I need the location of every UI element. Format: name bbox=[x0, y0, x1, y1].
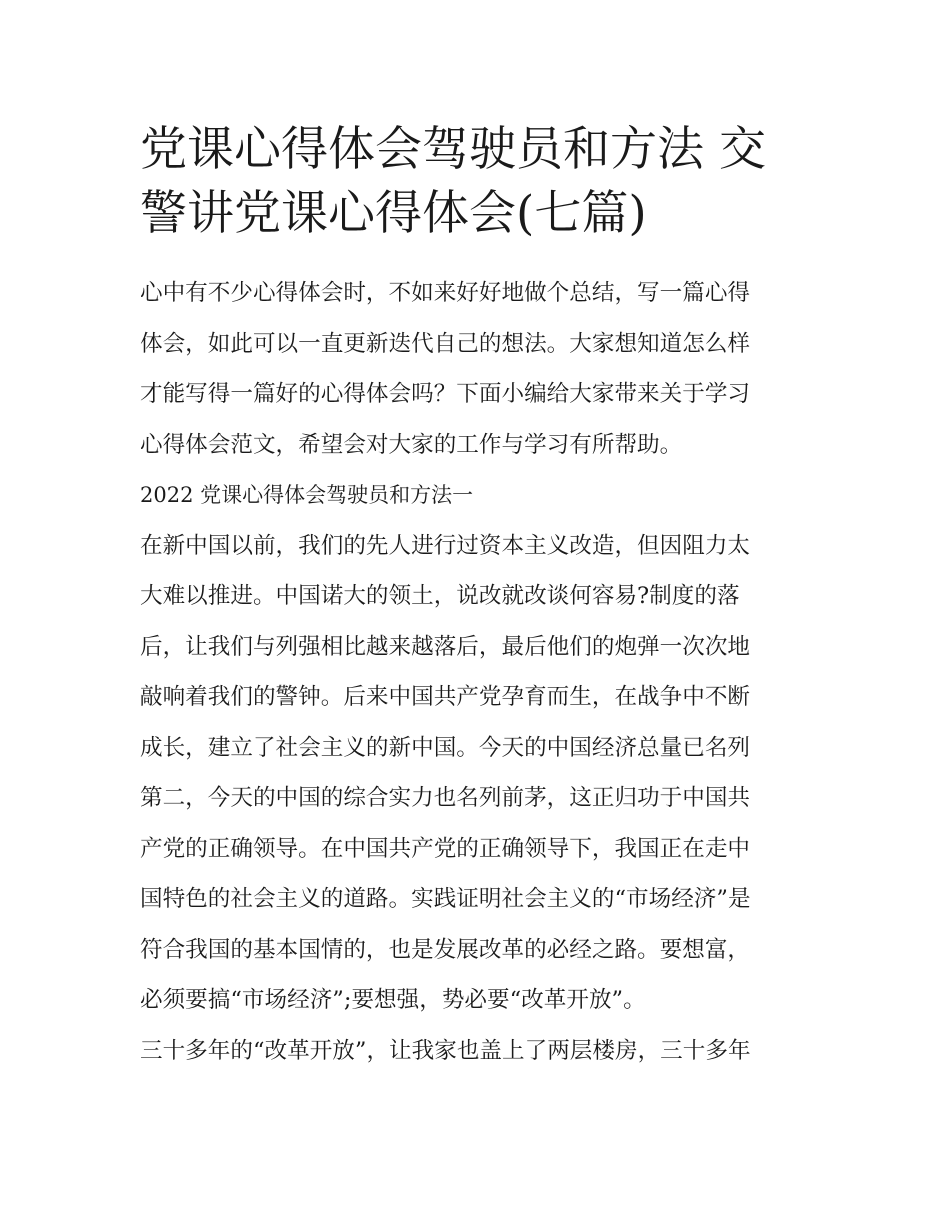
intro-line-4: 心得体会范文，希望会对大家的工作与学习有所帮助。 bbox=[140, 431, 683, 458]
paragraph-line-5: 成长，建立了社会主义的新中国。今天的中国经济总量已名列 bbox=[140, 734, 751, 761]
paragraph-line-4: 敲响着我们的警钟。后来中国共产党孕育而生，在战争中不断 bbox=[140, 684, 751, 710]
paragraph-line-8: 国特色的社会主义的道路。实践证明社会主义的“市场经济”是 bbox=[140, 886, 751, 912]
paragraph-line-3: 后，让我们与列强相比越来越落后，最后他们的炮弹一次次地 bbox=[140, 633, 751, 660]
intro-line-3: 才能写得一篇好的心得体会吗？下面小编给大家带来关于学习 bbox=[140, 381, 751, 407]
paragraph-line-1: 在新中国以前，我们的先人进行过资本主义改造，但因阻力太 bbox=[140, 532, 751, 559]
title-line-2: 警讲党课心得体会(七篇) bbox=[140, 186, 647, 241]
paragraph-line-10: 必须要搞“市场经济”;要想强，势必要“改革开放”。 bbox=[140, 987, 646, 1013]
document-title bbox=[140, 118, 820, 246]
paragraph-line-11: 三十多年的“改革开放”，让我家也盖上了两层楼房，三十多年 bbox=[140, 1037, 751, 1064]
paragraph-line-6: 第二，今天的中国的综合实力也名列前茅，这正归功于中国共 bbox=[140, 785, 751, 811]
section-heading: 2022 党课心得体会驾驶员和方法一 bbox=[140, 483, 474, 507]
paragraph-line-9: 符合我国的基本国情的，也是发展改革的必经之路。要想富， bbox=[140, 936, 751, 963]
paragraph-line-7: 产党的正确领导。在中国共产党的正确领导下，我国正在走中 bbox=[140, 835, 751, 862]
document-body bbox=[140, 281, 820, 1089]
paragraph-line-2: 大难以推进。中国诺大的领土，说改就改谈何容易?制度的落 bbox=[140, 583, 740, 609]
title-line-1: 党课心得体会驾驶员和方法 交 bbox=[140, 122, 766, 177]
intro-line-1: 心中有不少心得体会时，不如来好好地做个总结，写一篇心得 bbox=[140, 280, 751, 306]
intro-line-2: 体会，如此可以一直更新迭代自己的想法。大家想知道怎么样 bbox=[140, 330, 751, 357]
